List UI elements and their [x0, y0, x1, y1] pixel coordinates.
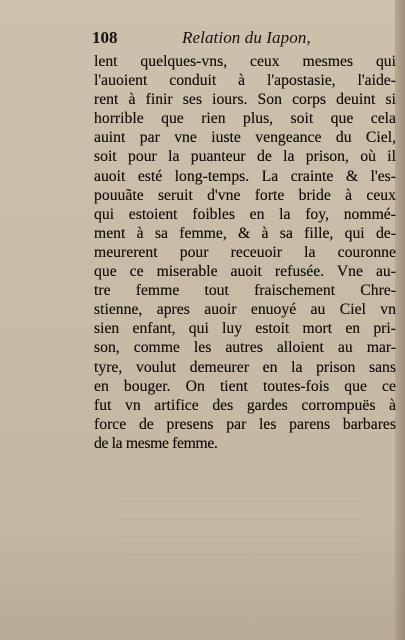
- page-number: 108: [92, 28, 118, 47]
- text-line: pouuãte seruit d'vne forte bride à ceux: [94, 186, 396, 204]
- text-line: meurerent pour receuoir la couronne: [94, 243, 396, 261]
- text-line: fut vn artifice des gardes corrompuës à: [94, 396, 396, 414]
- text-line: horrible que rien plus, soit que cela: [94, 110, 396, 128]
- paper-shadow: [0, 530, 405, 640]
- text-line: auint par vne iuste vengeance du Ciel,: [94, 129, 396, 147]
- text-line: rent à finir ses iours. Son corps deuint si: [94, 91, 396, 109]
- text-line: de la mesme femme.: [94, 434, 218, 452]
- text-line: ment à sa femme, & à sa fille, qui de-: [94, 224, 396, 242]
- text-line: que ce miserable auoit refusée. Vne au-: [94, 263, 396, 281]
- body-text: [94, 52, 396, 453]
- page-header: [92, 28, 392, 52]
- running-title: Relation du Iapon,: [182, 28, 311, 47]
- text-line: sien enfant, qui luy estoit mort en pri-: [94, 320, 396, 338]
- text-line: l'auoient conduit à l'apostasie, l'aide-: [94, 72, 396, 90]
- text-line: en bouger. On tient toutes-fois que ce: [94, 377, 396, 395]
- text-line: qui estoient foibles en la foy, nommé-: [94, 205, 396, 223]
- text-line: soit pour la puanteur de la prison, où il: [94, 148, 396, 166]
- text-line: son, comme les autres alloient au mar-: [94, 339, 396, 357]
- text-line: lent quelques-vns, ceux mesmes qui: [94, 53, 396, 70]
- text-line: tyre, voulut demeurer en la prison sans: [94, 358, 396, 376]
- text-line: force de presens par les parens barbares: [94, 415, 396, 433]
- text-line: auoit esté long-temps. La crainte & l'es-: [94, 167, 396, 185]
- text-line: tre femme tout fraischement Chre-: [94, 282, 396, 300]
- text-line: stienne, apres auoir enuoyé au Ciel vn: [94, 301, 396, 319]
